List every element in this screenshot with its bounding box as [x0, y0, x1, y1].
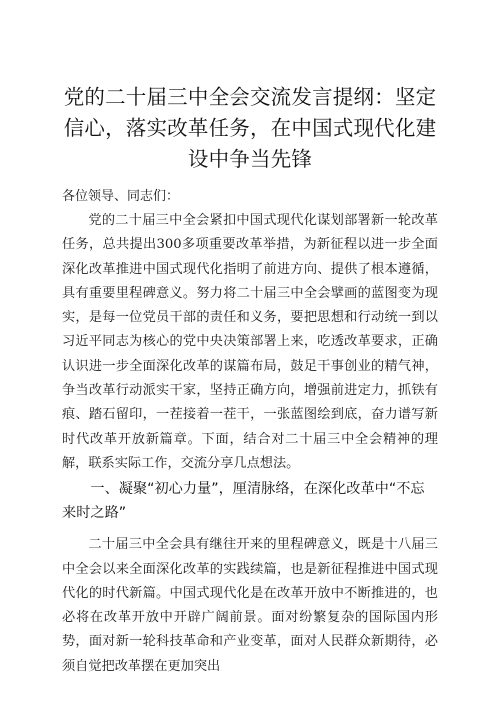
salutation: 各位领导、同志们：: [62, 189, 180, 204]
section-heading-1: 一、凝聚“初心力量”，厘清脉络，在深化改革中“不忘来时之路”: [62, 481, 425, 522]
section-1-paragraph: 二十届三中全会具有继往开来的里程碑意义，既是十八届三中全会以来全面深化改革的实践续篇，也是新征程推进中国式现代化的时代新篇。中国式现代化是在改革开放中不断推进的，也必将在改革开放中开辟广阔前景。面对纷繁复杂的国际国内形势，面对新一轮科技革命和产业变革，面对人民群众新期待，必须自觉把改革摆在更加突出: [62, 537, 438, 674]
document-title: 党的二十届三中全会交流发言提纲：坚定信心，落实改革任务，在中国式现代化建设中争当先锋: [63, 85, 437, 171]
intro-paragraph: 党的二十届三中全会紧扣中国式现代化谋划部署新一轮改革任务，总共提出300多项重要改革举措，为新征程以进一步全面深化改革推进中国式现代化指明了前进方向、提供了根本遵循，具有重要里程碑意义。努力将二十届三中全会擘画的蓝图变为现实，是每一位党员干部的责任和义务，要把思想和行动统一到以习近平同志为核心的党中央决策部署上来，吃透改革要求，正确认识进一步全面深化改革的谋篇布局，鼓足干事创业的精气神，争当改革行动派实干家，坚持正确方向，增强前进定力，抓铁有痕、踏石留印，一茬接着一茬干，一张蓝图绘到底，奋力谱写新时代改革开放新篇章。下面，结合对二十届三中全会精神的理解，联系实际工作，交流分享几点想法。: [62, 213, 438, 471]
